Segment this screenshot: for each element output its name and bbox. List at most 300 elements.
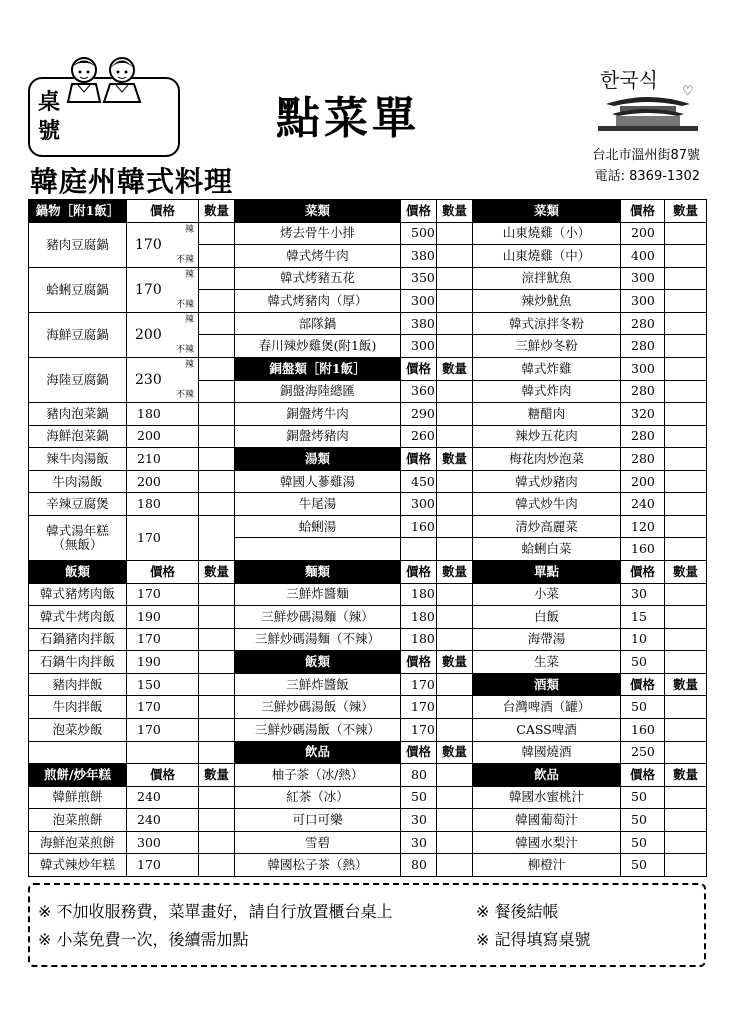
item-name: 海帶湯: [473, 628, 621, 651]
korean-kids-illustration-icon: [66, 54, 146, 104]
quantity-cell[interactable]: [665, 809, 707, 832]
item-name: 韓國燒酒: [473, 741, 621, 764]
spicy-label: 辣: [184, 224, 194, 235]
item-price: 200: [127, 470, 199, 493]
item-name: 三鮮炸醬麵: [235, 583, 401, 606]
price-header: 價格: [401, 651, 437, 674]
price-header: 價格: [127, 764, 199, 787]
quantity-cell[interactable]: [437, 493, 473, 516]
quantity-cell[interactable]: [437, 403, 473, 426]
item-price: 170: [127, 854, 199, 877]
section-header-soups: 湯類: [235, 448, 401, 471]
item-name: 生菜: [473, 651, 621, 674]
quantity-cell[interactable]: [665, 448, 707, 471]
quantity-cell-mild[interactable]: [199, 380, 235, 403]
table-row: [29, 673, 707, 696]
palace-icon: [596, 90, 700, 132]
quantity-cell[interactable]: [437, 335, 473, 358]
item-name: 三鮮炒碼湯飯（辣）: [235, 696, 401, 719]
item-name: 豬肉泡菜鍋: [29, 403, 127, 426]
table-row: [29, 696, 707, 719]
item-name: 石鍋豬肉拌飯: [29, 628, 127, 651]
item-price: 160: [401, 515, 437, 538]
heart-icon: ♡: [682, 84, 694, 99]
quantity-cell[interactable]: [665, 425, 707, 448]
quantity-cell[interactable]: [437, 470, 473, 493]
quantity-cell[interactable]: [665, 380, 707, 403]
price-header: 價格: [401, 200, 437, 223]
item-name: 韓式炒豬肉: [473, 470, 621, 493]
item-name: 辣炒魷魚: [473, 290, 621, 313]
quantity-cell[interactable]: [199, 425, 235, 448]
item-name: 韓鮮煎餅: [29, 786, 127, 809]
item-price: 50: [621, 651, 665, 674]
table-row: [29, 583, 707, 606]
quantity-cell[interactable]: [199, 448, 235, 471]
table-row: [29, 515, 707, 538]
item-price: 200 辣 不辣: [127, 312, 199, 357]
table-row: [29, 561, 707, 584]
table-row: [29, 425, 707, 448]
table-row: [29, 651, 707, 674]
quantity-cell[interactable]: [665, 267, 707, 290]
item-price: 200: [127, 425, 199, 448]
quantity-cell[interactable]: [665, 515, 707, 538]
item-name: 銅盤烤豬肉: [235, 425, 401, 448]
item-price: 210: [127, 448, 199, 471]
item-price: 300: [401, 335, 437, 358]
quantity-cell-mild[interactable]: [199, 245, 235, 268]
item-name: 銅盤烤牛肉: [235, 403, 401, 426]
table-row: [29, 718, 707, 741]
item-name: 紅茶（冰）: [235, 786, 401, 809]
quantity-cell[interactable]: [199, 718, 235, 741]
table-row: [29, 403, 707, 426]
price-header: 價格: [621, 764, 665, 787]
item-price: 300: [401, 493, 437, 516]
mild-label: 不辣: [175, 254, 194, 265]
item-price: 180: [401, 606, 437, 629]
quantity-cell-spicy[interactable]: [199, 267, 235, 290]
mild-label: 不辣: [175, 344, 194, 355]
qty-header: 數量: [665, 200, 707, 223]
item-name: 海鮮泡菜鍋: [29, 425, 127, 448]
item-name: 韓式豬烤肉飯: [29, 583, 127, 606]
note-side-dishes: ※ 小菜免費一次，後續需加點: [38, 930, 249, 949]
item-name: 蛤蜊豆腐鍋: [29, 267, 127, 312]
quantity-cell[interactable]: [665, 493, 707, 516]
quantity-cell[interactable]: [437, 606, 473, 629]
item-price: 250: [621, 741, 665, 764]
quantity-cell[interactable]: [665, 628, 707, 651]
item-price: 180: [401, 628, 437, 651]
item-price: 350: [401, 267, 437, 290]
item-price: 160: [621, 718, 665, 741]
quantity-cell[interactable]: [437, 312, 473, 335]
quantity-cell[interactable]: [437, 764, 473, 787]
quantity-cell[interactable]: [437, 809, 473, 832]
item-price: 500: [401, 222, 437, 245]
section-header-drinks-2: 飲品: [473, 764, 621, 787]
item-price: 120: [621, 515, 665, 538]
item-name: 韓式炸雞: [473, 357, 621, 380]
empty-cell: [29, 741, 127, 764]
quantity-cell[interactable]: [437, 718, 473, 741]
qty-header: 數量: [437, 448, 473, 471]
table-row: [29, 764, 707, 787]
price-header: 價格: [621, 561, 665, 584]
section-header-rice: 飯類: [29, 561, 127, 584]
section-header-rice-2: 飯類: [235, 651, 401, 674]
qty-header: 數量: [437, 561, 473, 584]
item-name: 牛尾湯: [235, 493, 401, 516]
quantity-cell[interactable]: [199, 583, 235, 606]
item-price: 300: [401, 290, 437, 313]
quantity-cell[interactable]: [665, 831, 707, 854]
quantity-cell[interactable]: [437, 854, 473, 877]
item-price: 170: [127, 696, 199, 719]
notes-box: [28, 883, 706, 967]
section-header-singles: 單點: [473, 561, 621, 584]
item-name: 涼拌魷魚: [473, 267, 621, 290]
quantity-cell[interactable]: [437, 786, 473, 809]
item-price: 50: [401, 786, 437, 809]
quantity-cell[interactable]: [199, 673, 235, 696]
item-price: 240: [127, 809, 199, 832]
item-price: 50: [621, 854, 665, 877]
item-price: 280: [621, 312, 665, 335]
quantity-cell[interactable]: [437, 245, 473, 268]
item-name: 泡菜炒飯: [29, 718, 127, 741]
item-name: 海陸豆腐鍋: [29, 357, 127, 402]
quantity-cell[interactable]: [665, 357, 707, 380]
item-price: 280: [621, 448, 665, 471]
item-price: 50: [621, 786, 665, 809]
item-price: 170: [401, 696, 437, 719]
section-header-noodles: 麵類: [235, 561, 401, 584]
quantity-cell[interactable]: [437, 696, 473, 719]
item-name: 牛肉拌飯: [29, 696, 127, 719]
item-name: 柳橙汁: [473, 854, 621, 877]
item-name: 韓式辣炒年糕: [29, 854, 127, 877]
item-price: 190: [127, 606, 199, 629]
quantity-cell[interactable]: [437, 515, 473, 538]
quantity-cell[interactable]: [199, 493, 235, 516]
empty-cell: [199, 741, 235, 764]
item-name: 韓式烤豬五花: [235, 267, 401, 290]
item-name: 海鮮豆腐鍋: [29, 312, 127, 357]
item-price: 180: [127, 493, 199, 516]
quantity-cell-spicy[interactable]: [199, 357, 235, 380]
item-price: 280: [621, 425, 665, 448]
address-text: 台北市溫州街87號: [592, 148, 700, 163]
item-price: 15: [621, 606, 665, 629]
table-row: [29, 357, 707, 380]
item-name: 部隊鍋: [235, 312, 401, 335]
quantity-cell-mild[interactable]: [199, 335, 235, 358]
item-price: 240: [621, 493, 665, 516]
quantity-cell[interactable]: [665, 312, 707, 335]
quantity-cell[interactable]: [665, 245, 707, 268]
item-price: 170: [401, 673, 437, 696]
quantity-cell[interactable]: [199, 651, 235, 674]
note-table-number: ※ 記得填寫桌號: [476, 930, 591, 949]
price-header: 價格: [127, 561, 199, 584]
item-price: 30: [621, 583, 665, 606]
empty-cell: [401, 538, 437, 561]
quantity-cell[interactable]: [437, 583, 473, 606]
item-name: 韓式牛烤肉飯: [29, 606, 127, 629]
item-name: 三鮮炒碼湯飯（不辣）: [235, 718, 401, 741]
item-name: 牛肉湯飯: [29, 470, 127, 493]
price-header: 價格: [621, 673, 665, 696]
qty-header: 數量: [665, 673, 707, 696]
note-pay-after: ※ 餐後結帳: [476, 902, 559, 921]
item-price: 170: [127, 628, 199, 651]
table-row: [29, 222, 707, 245]
quantity-cell[interactable]: [665, 606, 707, 629]
item-name: 海鮮泡菜煎餅: [29, 831, 127, 854]
qty-header: 數量: [199, 764, 235, 787]
item-name: 三鮮炸醬飯: [235, 673, 401, 696]
item-price: 300: [621, 290, 665, 313]
item-name: 烤去骨牛小排: [235, 222, 401, 245]
item-name: 蛤蜊白菜: [473, 538, 621, 561]
item-name: 三鮮炒冬粉: [473, 335, 621, 358]
item-price: 180: [127, 403, 199, 426]
empty-cell: [235, 538, 401, 561]
item-price: 50: [621, 831, 665, 854]
item-name: 可口可樂: [235, 809, 401, 832]
item-name: 韓式烤豬肉（厚）: [235, 290, 401, 313]
item-name: 韓國人蔘雞湯: [235, 470, 401, 493]
item-price: 50: [621, 696, 665, 719]
item-price: 170: [127, 583, 199, 606]
quantity-cell[interactable]: [437, 628, 473, 651]
spicy-label: 辣: [184, 314, 194, 325]
item-name: 泡菜煎餅: [29, 809, 127, 832]
item-name: 白飯: [473, 606, 621, 629]
restaurant-name: 韓庭州韓式料理: [30, 165, 234, 198]
quantity-cell[interactable]: [665, 741, 707, 764]
table-row: [29, 741, 707, 764]
quantity-cell[interactable]: [665, 651, 707, 674]
item-price: 30: [401, 809, 437, 832]
section-header-dishes: 菜類: [235, 200, 401, 223]
quantity-cell[interactable]: [665, 696, 707, 719]
qty-header: 數量: [199, 561, 235, 584]
item-name: 雪碧: [235, 831, 401, 854]
spicy-label: 辣: [184, 359, 194, 370]
item-name: 辣牛肉湯飯: [29, 448, 127, 471]
item-price: 50: [621, 809, 665, 832]
korean-logo-text: 한국식: [600, 68, 658, 92]
item-price: 170 辣 不辣: [127, 222, 199, 267]
item-name: 韓國松子茶（熱）: [235, 854, 401, 877]
item-name: 韓式烤牛肉: [235, 245, 401, 268]
item-price: 80: [401, 764, 437, 787]
item-name: 春川辣炒雞煲(附1飯): [235, 335, 401, 358]
item-name: 韓式炸肉: [473, 380, 621, 403]
item-name: 韓國水蜜桃汁: [473, 786, 621, 809]
price-header: 價格: [621, 200, 665, 223]
empty-cell: [127, 741, 199, 764]
item-name: 梅花肉炒泡菜: [473, 448, 621, 471]
table-row: [29, 267, 707, 290]
item-name: 蛤蜊湯: [235, 515, 401, 538]
item-price: 80: [401, 854, 437, 877]
table-row: [29, 200, 707, 223]
price-header: 價格: [127, 200, 199, 223]
item-price: 190: [127, 651, 199, 674]
quantity-cell[interactable]: [665, 786, 707, 809]
quantity-cell[interactable]: [437, 380, 473, 403]
item-name: 銅盤海陸總匯: [235, 380, 401, 403]
item-price: 380: [401, 312, 437, 335]
mild-label: 不辣: [175, 390, 194, 401]
quantity-cell[interactable]: [199, 515, 235, 560]
quantity-cell[interactable]: [665, 470, 707, 493]
mild-label: 不辣: [175, 299, 194, 310]
quantity-cell[interactable]: [665, 718, 707, 741]
item-price: 380: [401, 245, 437, 268]
item-price: 450: [401, 470, 437, 493]
quantity-cell-spicy[interactable]: [199, 222, 235, 245]
item-name: 韓式炒牛肉: [473, 493, 621, 516]
item-price: 170 辣 不辣: [127, 267, 199, 312]
item-name: 韓國葡萄汁: [473, 809, 621, 832]
quantity-cell[interactable]: [665, 403, 707, 426]
item-price: 30: [401, 831, 437, 854]
item-price: 300: [621, 357, 665, 380]
item-name: 韓國水梨汁: [473, 831, 621, 854]
item-price: 200: [621, 222, 665, 245]
item-price: 360: [401, 380, 437, 403]
item-name: 糖醋肉: [473, 403, 621, 426]
quantity-cell[interactable]: [199, 403, 235, 426]
table-row: [29, 606, 707, 629]
quantity-cell-spicy[interactable]: [199, 312, 235, 335]
item-name: 清炒高麗菜: [473, 515, 621, 538]
quantity-cell[interactable]: [199, 809, 235, 832]
quantity-cell[interactable]: [199, 628, 235, 651]
item-price: 400: [621, 245, 665, 268]
item-name: 石鍋牛肉拌飯: [29, 651, 127, 674]
item-price: 240: [127, 786, 199, 809]
qty-header: 數量: [199, 200, 235, 223]
item-price: 260: [401, 425, 437, 448]
price-header: 價格: [401, 357, 437, 380]
item-name: 豬肉豆腐鍋: [29, 222, 127, 267]
item-name: 三鮮炒碼湯麵（不辣）: [235, 628, 401, 651]
item-name: 辛辣豆腐煲: [29, 493, 127, 516]
item-price: 10: [621, 628, 665, 651]
quantity-cell[interactable]: [199, 696, 235, 719]
item-price: 290: [401, 403, 437, 426]
spicy-label: 辣: [184, 269, 194, 280]
quantity-cell[interactable]: [437, 673, 473, 696]
quantity-cell[interactable]: [199, 470, 235, 493]
qty-header: 數量: [437, 357, 473, 380]
item-price: 280: [621, 335, 665, 358]
table-row: [29, 628, 707, 651]
item-name: 三鮮炒碼湯麵（辣）: [235, 606, 401, 629]
empty-cell: [437, 538, 473, 561]
item-name: 辣炒五花肉: [473, 425, 621, 448]
address-block: [592, 145, 700, 187]
section-header-alcohol: 酒類: [473, 673, 621, 696]
item-price: 300: [127, 831, 199, 854]
quantity-cell[interactable]: [437, 267, 473, 290]
item-name: 韓式涼拌冬粉: [473, 312, 621, 335]
quantity-cell[interactable]: [665, 222, 707, 245]
quantity-cell[interactable]: [665, 854, 707, 877]
item-price: 170: [401, 718, 437, 741]
item-name: 豬肉拌飯: [29, 673, 127, 696]
qty-header: 數量: [437, 200, 473, 223]
price-header: 價格: [401, 448, 437, 471]
section-header-pots: 鍋物［附1飯］: [29, 200, 127, 223]
quantity-cell[interactable]: [665, 583, 707, 606]
quantity-cell[interactable]: [665, 335, 707, 358]
quantity-cell[interactable]: [665, 290, 707, 313]
section-header-dishes-2: 菜類: [473, 200, 621, 223]
price-header: 價格: [401, 561, 437, 584]
quantity-cell[interactable]: [437, 831, 473, 854]
item-price: 200: [621, 470, 665, 493]
section-header-drinks: 飲品: [235, 741, 401, 764]
table-row: [29, 786, 707, 809]
quantity-cell-mild[interactable]: [199, 290, 235, 313]
item-price: 180: [401, 583, 437, 606]
quantity-cell[interactable]: [199, 786, 235, 809]
item-name: 山東燒雞（中）: [473, 245, 621, 268]
item-name: 小菜: [473, 583, 621, 606]
table-row: [29, 831, 707, 854]
qty-header: 數量: [437, 651, 473, 674]
phone-text: 電話: 8369-1302: [594, 169, 700, 184]
item-name: CASS啤酒: [473, 718, 621, 741]
item-name: 柚子茶（冰/熱）: [235, 764, 401, 787]
quantity-cell[interactable]: [665, 538, 707, 561]
table-row: [29, 854, 707, 877]
quantity-cell[interactable]: [199, 854, 235, 877]
item-name: 山東燒雞（小）: [473, 222, 621, 245]
item-price: 280: [621, 380, 665, 403]
table-number-label: 桌號: [38, 89, 61, 144]
item-price: 150: [127, 673, 199, 696]
quantity-cell[interactable]: [437, 290, 473, 313]
section-header-pancakes: 煎餅/炒年糕: [29, 764, 127, 787]
item-price: 300: [621, 267, 665, 290]
page-title: 點菜單: [276, 93, 420, 144]
quantity-cell[interactable]: [199, 831, 235, 854]
item-price: 160: [621, 538, 665, 561]
qty-header: 數量: [665, 561, 707, 584]
quantity-cell[interactable]: [437, 222, 473, 245]
item-price: 320: [621, 403, 665, 426]
item-price: 230 辣 不辣: [127, 357, 199, 402]
item-name: 台灣啤酒（罐）: [473, 696, 621, 719]
item-price: 170: [127, 515, 199, 560]
table-row: [29, 448, 707, 471]
quantity-cell[interactable]: [199, 606, 235, 629]
quantity-cell[interactable]: [437, 425, 473, 448]
note-service-fee: ※ 不加收服務費，菜單畫好，請自行放置櫃台桌上: [38, 902, 393, 921]
item-price: 170: [127, 718, 199, 741]
table-row: [29, 312, 707, 335]
menu-table: [28, 199, 707, 877]
